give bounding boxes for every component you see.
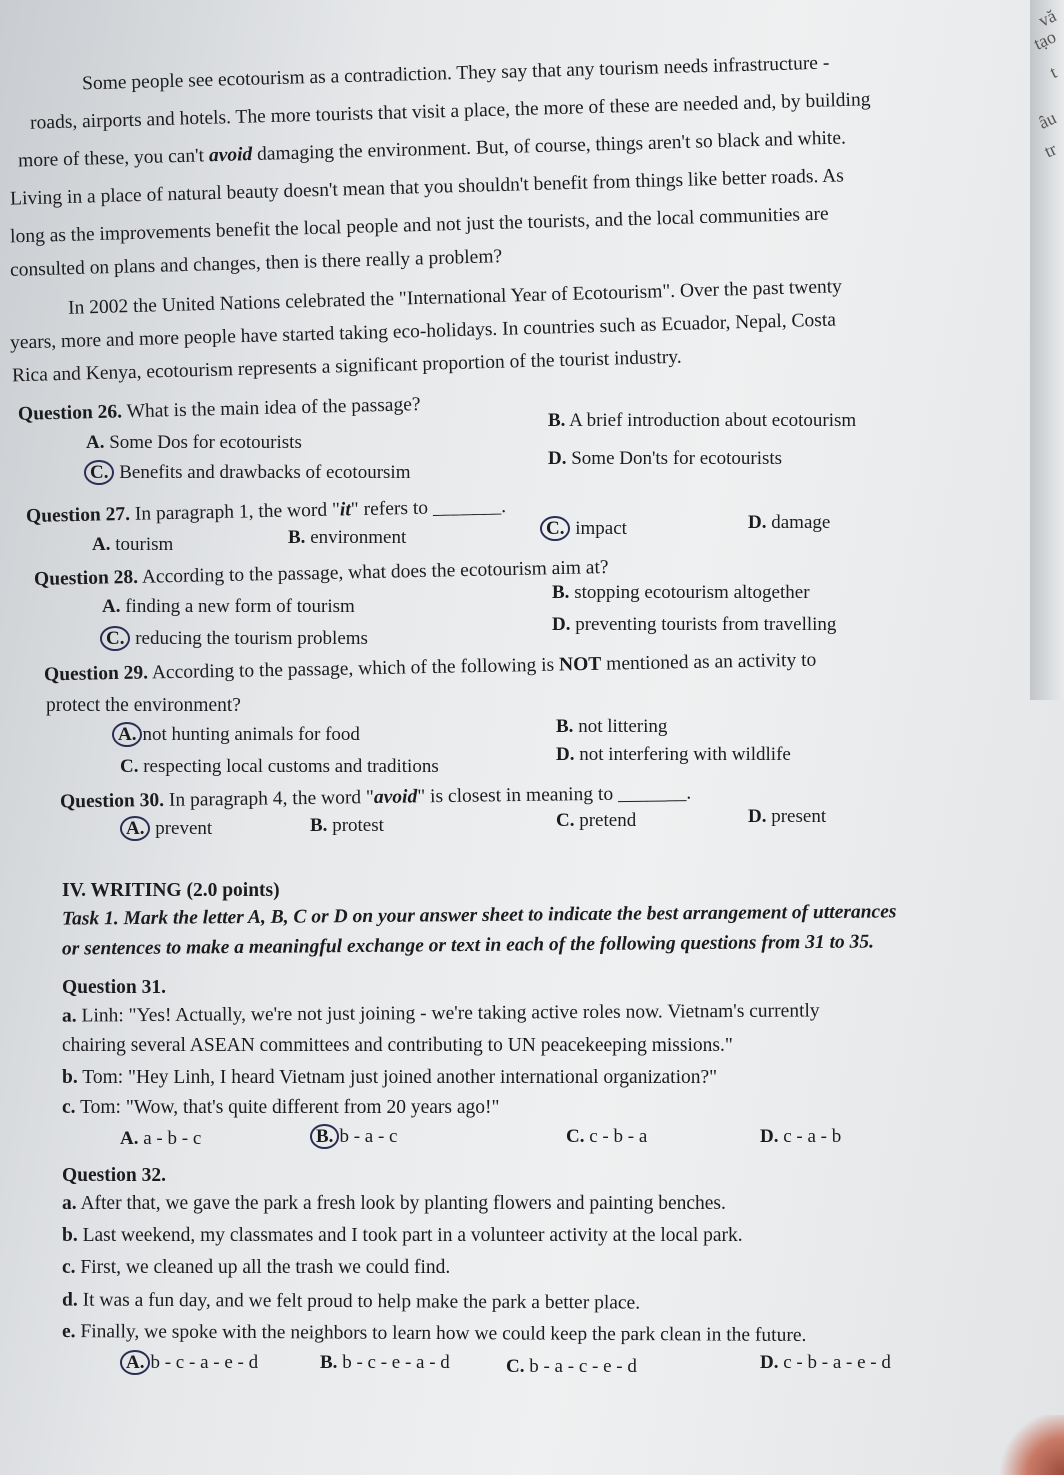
q32-option-d[interactable]: D. c - b - a - e - d: [760, 1352, 891, 1373]
q30-option-a[interactable]: A. prevent: [120, 818, 212, 840]
question-29-cont: protect the environment?: [46, 695, 241, 716]
q30-option-b[interactable]: B. protest: [310, 815, 384, 836]
q32-option-c[interactable]: C. b - a - c - e - d: [506, 1356, 637, 1377]
task-instruction: or sentences to make a meaningful exchange or text in each of the following questions from 31 to 35.: [61, 931, 875, 960]
question-29: Question 29. According to the passage, which of the following is NOT mentioned as an activity to: [43, 649, 817, 686]
q28-option-c[interactable]: C. reducing the tourism problems: [100, 628, 368, 650]
q27-option-b[interactable]: B. environment: [288, 527, 407, 548]
passage-line: Rica and Kenya, ecotourism represents a significant proportion of the tourist industry.: [11, 346, 682, 387]
q32-sentence-b: b. Last weekend, my classmates and I took part in a volunteer activity at the local park.: [62, 1225, 743, 1246]
q31-utterance-a: a. Linh: "Yes! Actually, we're not just joining - we're taking active roles now. Vietnam's currently: [61, 1000, 820, 1027]
q27-option-d[interactable]: D. damage: [748, 512, 831, 533]
passage-line: Living in a place of natural beauty doesn't mean that you shouldn't benefit from things like better roads. As: [9, 165, 845, 210]
passage-line: more of these, you can't avoid damaging the environment. But, of course, things aren't so black and white.: [17, 127, 847, 172]
section-heading: IV. WRITING (2.0 points): [62, 880, 280, 901]
q31-option-c[interactable]: C. c - b - a: [566, 1126, 648, 1147]
q29-option-d[interactable]: D. not interfering with wildlife: [556, 744, 791, 765]
passage-line: Some people see ecotourism as a contradiction. They say that any tourism needs infrastructure -: [81, 52, 830, 95]
question-27: Question 27. In paragraph 1, the word "it" refers to _______.: [25, 495, 507, 528]
q32-sentence-d: d. It was a fun day, and we felt proud to help make the park a better place.: [61, 1289, 641, 1314]
q32-sentence-e: e. Finally, we spoke with the neighbors to learn how we could keep the park clean in the future.: [61, 1321, 807, 1346]
passage-line: roads, airports and hotels. The more tourists that visit a place, the more of these are needed and, by building: [29, 89, 871, 134]
q26-option-c[interactable]: C. Benefits and drawbacks of ecotoursim: [84, 462, 410, 484]
q27-option-c[interactable]: C. impact: [540, 518, 627, 540]
q26-option-a[interactable]: A. Some Dos for ecotourists: [86, 432, 302, 453]
q30-option-d[interactable]: D. present: [748, 806, 827, 827]
q29-option-c[interactable]: C. respecting local customs and traditions: [120, 756, 439, 777]
q31-utterance-c: c. Tom: "Wow, that's quite different from 20 years ago!": [62, 1097, 500, 1118]
q31-option-a[interactable]: A. a - b - c: [120, 1128, 202, 1149]
q26-option-d[interactable]: D. Some Don'ts for ecotourists: [548, 448, 783, 469]
q28-option-d[interactable]: D. preventing tourists from travelling: [552, 614, 837, 635]
q29-option-b[interactable]: B. not littering: [556, 716, 668, 737]
question-31: Question 31.: [62, 977, 167, 998]
q29-option-a[interactable]: A. not hunting animals for food: [112, 724, 360, 746]
passage-line: consulted on plans and changes, then is there really a problem?: [9, 246, 503, 281]
page-corner-shadow: [994, 1415, 1064, 1475]
question-26: Question 26. What is the main idea of the passage?: [17, 394, 421, 425]
q32-sentence-c: c. First, we cleaned up all the trash we could find.: [62, 1257, 451, 1278]
q31-utterance-a-cont: chairing several ASEAN committees and contributing to UN peacekeeping missions.": [62, 1035, 733, 1056]
question-32: Question 32.: [62, 1165, 167, 1186]
q31-option-d[interactable]: D. c - a - b: [760, 1126, 842, 1147]
question-28: Question 28. According to the passage, what does the ecotourism aim at?: [33, 556, 609, 591]
q28-option-a[interactable]: A. finding a new form of tourism: [102, 596, 355, 617]
q27-option-a[interactable]: A. tourism: [92, 534, 174, 555]
q32-option-b[interactable]: B. b - c - e - a - d: [320, 1352, 450, 1373]
q32-option-a[interactable]: A. b - c - a - e - d: [120, 1352, 258, 1374]
passage-line: years, more and more people have started taking eco-holidays. In countries such as Ecuador, Nepal, Costa: [9, 309, 837, 354]
q32-sentence-a: a. After that, we gave the park a fresh look by planting flowers and painting benches.: [62, 1193, 726, 1214]
passage-line: long as the improvements benefit the local people and not just the tourists, and the local communities are: [9, 203, 829, 248]
q31-utterance-b: b. Tom: "Hey Linh, I heard Vietnam just joined another international organization?": [62, 1067, 718, 1088]
passage-line: In 2002 the United Nations celebrated the "International Year of Ecotourism". Over the past twenty: [67, 276, 843, 319]
q30-option-c[interactable]: C. pretend: [556, 810, 637, 831]
q26-option-b[interactable]: B. A brief introduction about ecotourism: [548, 410, 857, 431]
q31-option-b[interactable]: B. b - a - c: [310, 1126, 397, 1148]
task-instruction: Task 1. Mark the letter A, B, C or D on your answer sheet to indicate the best arrangement of utterances: [61, 901, 897, 930]
question-30: Question 30. In paragraph 4, the word "avoid" is closest in meaning to _______.: [59, 782, 692, 813]
q28-option-b[interactable]: B. stopping ecotourism altogether: [552, 582, 810, 603]
page-edge: vă tạo t âu tr: [1030, 0, 1064, 700]
